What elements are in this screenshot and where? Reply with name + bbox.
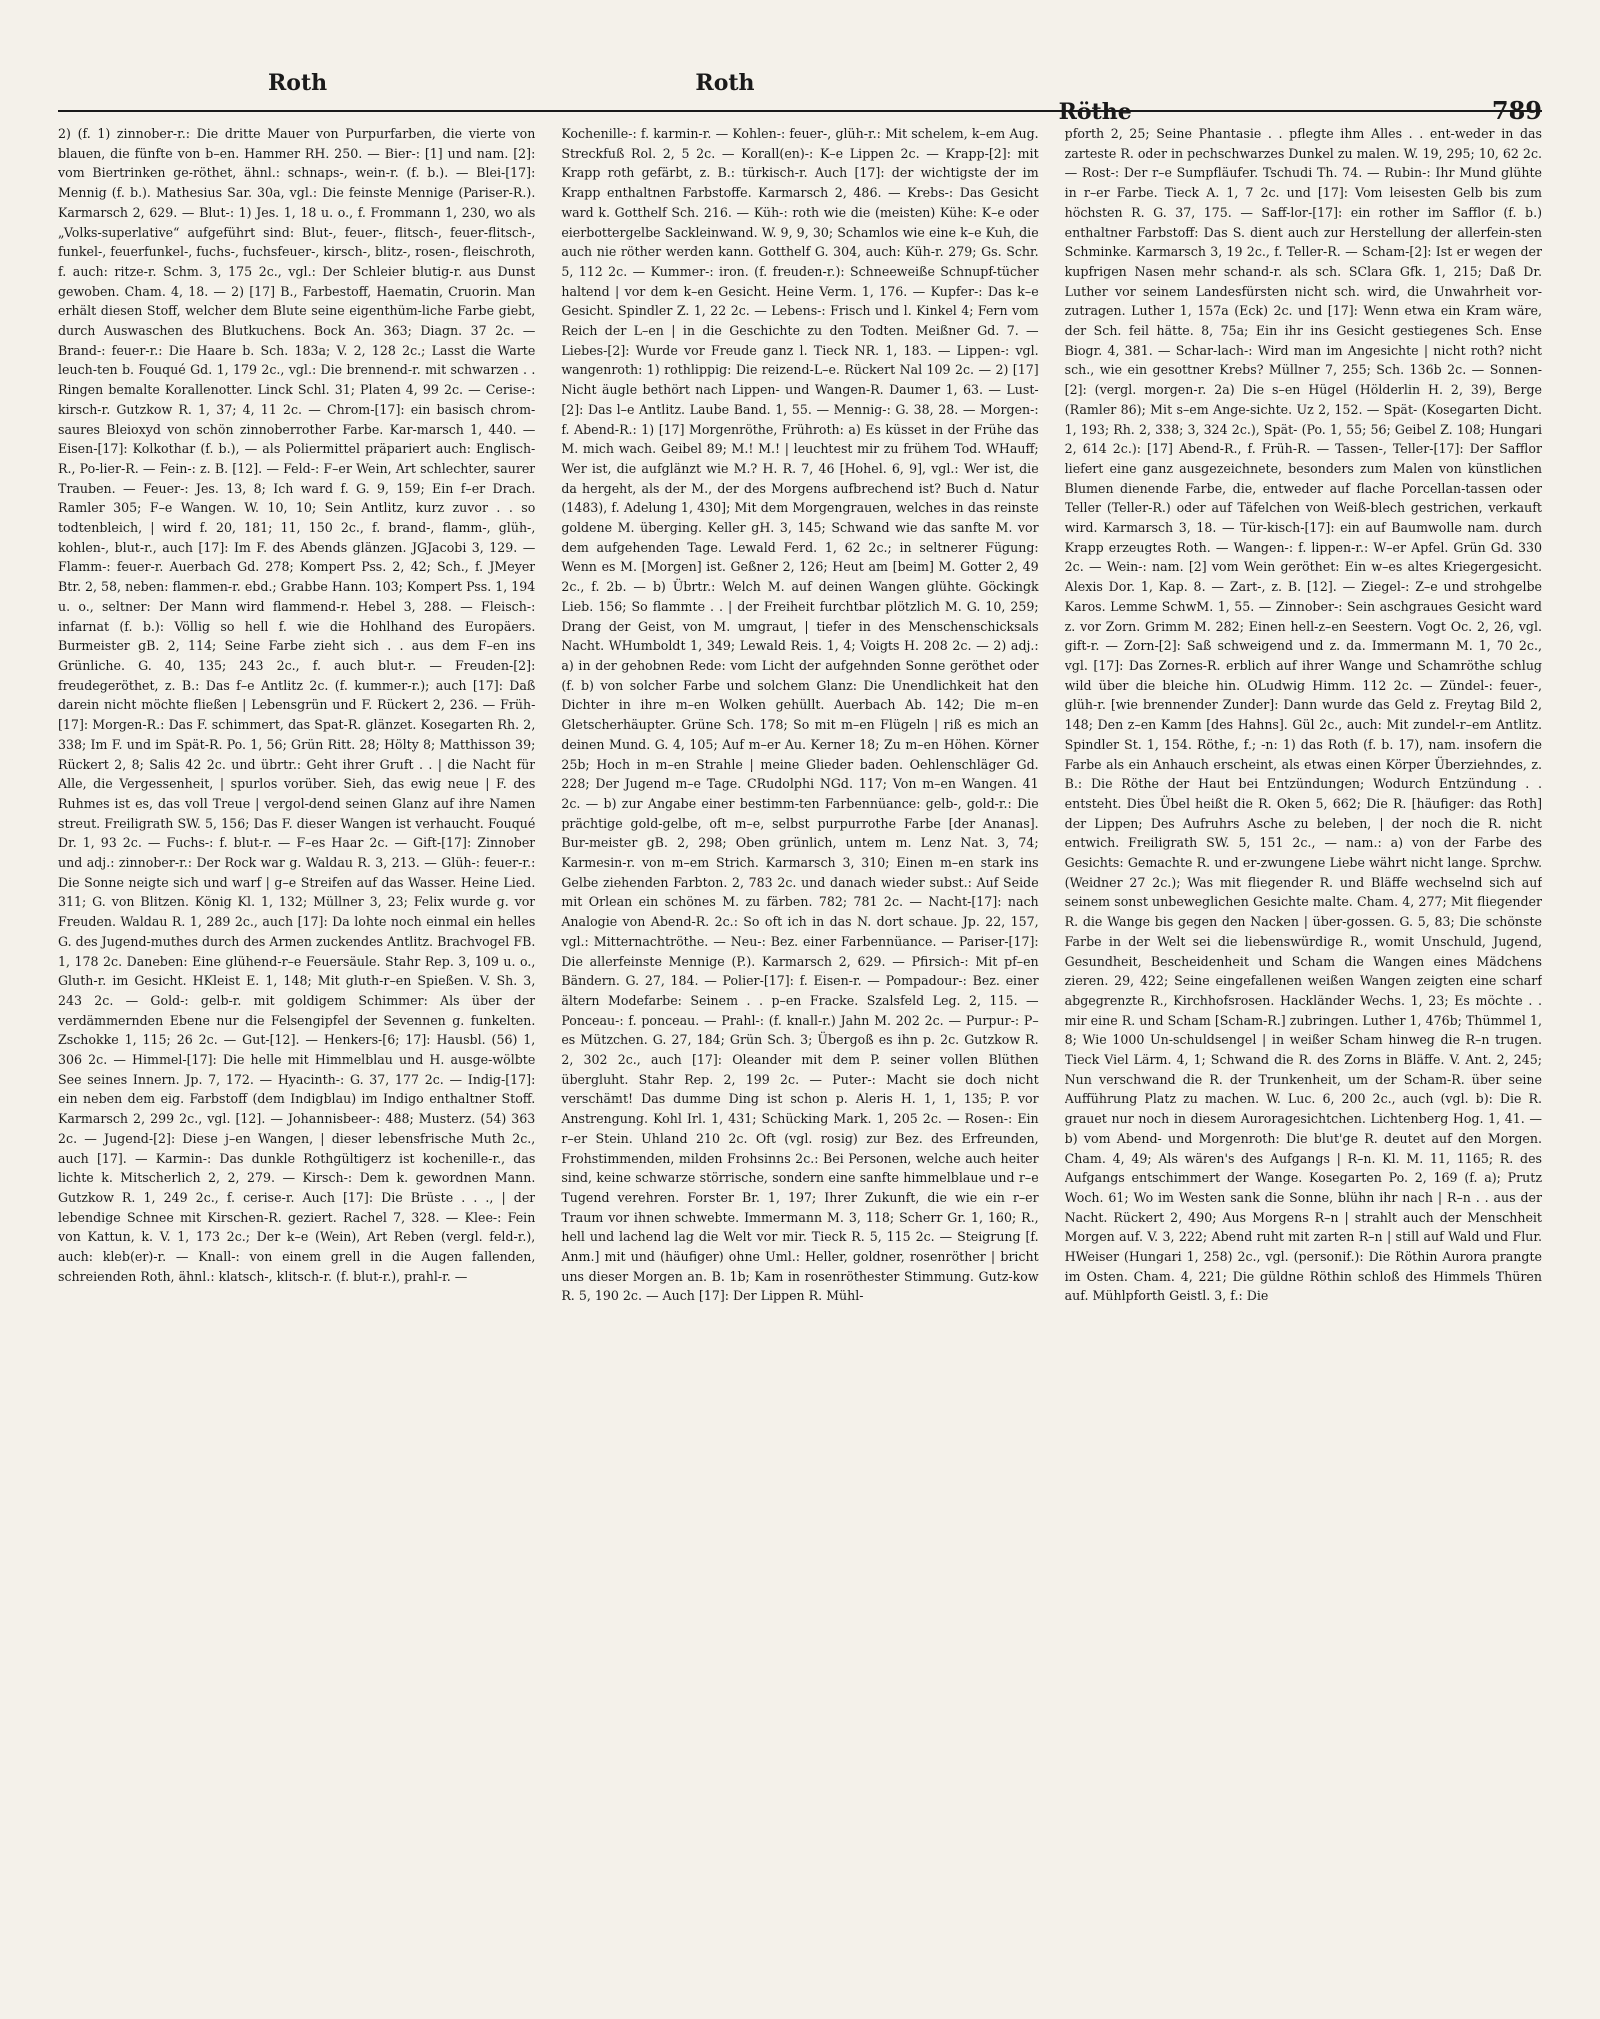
column-2-text: Kochenille-: f. karmin-r. — Kohlen-: feuer-, glüh-r.: Mit schelem, k–em Aug. Streckfuß Rol. 2, 5 2c. — Korall(en)-: K–e Lippen 2c. — Krapp-[2]: mit Krapp roth gefärbt, z. B.: türkisch-r. Auch [17]: der wichtigste der im Krapp enthaltnen Farbstoffe. Karmarsch 2, 486. — Krebs-: Das Gesicht ward k. Gotthelf Sch. 216. — Küh-: roth wie die (meisten) Kühe: K–e oder eierbottergelbe Sackleinwand. W. 9, 9, 30; Schamlos wie eine k–e Kuh, die auch nie röther werden kann. Gotthelf G. 304, auch: Küh-r. 279; Gs. Schr. 5, 112 2c. — Kummer-: iron. (f. freuden-r.): Schneeweiße Schnupf-tücher haltend | vor dem k–en Gesicht. Heine Verm. 1, 176. — Kupfer-: Das k–e Gesicht. Spindler Z. 1, 22 2c. — Lebens-: Frisch und l. Kinkel 4; Fern vom Reich der L–en | in die Geschichte zu den Todten. Meißner Gd. 7. — Liebes-[2]: Wurde vor Freude ganz l. Tieck NR. 1, 183. — Lippen-: vgl. wangenroth: 1) rothlippig: Die reizend-L–e. Rückert Nal 109 2c. — 2) [17] Nicht äugle bethört nach Lippen- und Wangen-R. Daumer 1, 63. — Lust-[2]: Das l–e Antlitz. Laube Band. 1, 55. — Mennig-: G. 38, 28. — Morgen-: f. Abend-R.: 1) [17] Morgenröthe, Frühroth: a) Es küsset in der Frühe das M. mich wach. Geibel 89; M.! M.! | leuchtest mir zu frühem Tod. WHauff; Wer ist, die aufglänzt wie M.? H. R. 7, 46 [Hohel. 6, 9], vgl.: Wer ist, die da hergeht, als der M., der des Morgens aufbrechend ist? Buch d. Natur (1483), f. Adelung 1, 430]; Mit dem Morgengrauen, welches in das reinste goldene M. überging. Keller gH. 3, 145; Schwand wie das sanfte M. vor dem aufgehenden Tage. Lewald Ferd. 1, 62 2c.; in seltnerer Fügung: Wenn es M. [Morgen] ist. Geßner 2, 126; Heut am [beim] M. Gotter 2, 49 2c., f. 2b. — b) Übrtr.: Welch M. auf deinen Wangen glühte. Göckingk Lieb. 156; So flammte . . | der Freiheit furchtbar plötzlich M. G. 10, 259; Drang der Geist, von M. umgraut, | tiefer in des Menschenschicksals Nacht. WHumboldt 1, 349; Lewald Reis. 1, 4; Voigts H. 208 2c. — 2) adj.: a) in der gehobnen Rede: vom Licht der aufgehnden Sonne geröthet oder (f. b) von solcher Farbe und solchem Glanz: Die Unendlichkeit hat den Dichter in ihre m–en Wolken gehüllt. Auerbach Ab. 142; Die m–en Gletscherhäupter. Grüne Sch. 178; So mit m–en Flügeln | riß es mich an deinen Mund. G. 4, 105; Auf m–er Au. Kerner 18; Zu m–en Höhen. Körner 25b; Hoch in m–en Strahle | meine Glieder baden. Oehlenschläger Gd. 228; Der Jugend m–e Tage. CRudolphi NGd. 117; Von m–en Wangen. 41 2c. — b) zur Angabe einer bestimm-ten Farbennüance: gelb-, gold-r.: Die prächtige gold-gelbe, oft m–e, selbst purpurrothe Farbe [der Ananas]. Bur-meister gB. 2, 298; Oben grünlich, untem m. Lenz Nat. 3, 74; Karmesin-r. von m–em Strich. Karmarsch 3, 310; Einen m–en stark ins Gelbe ziehenden Farbton. 2, 783 2c. und danach wieder subst.: Auf Seide mit Orlean ein schönes M. zu färben. 782; 781 2c. — Nacht-[17]: nach Analogie von Abend-R. 2c.: So oft ich in das N. dort schaue. Jp. 22, 157, vgl.: Mitternachtröthe. — Neu-: Bez. einer Farbennüance. — Pariser-[17]: Die allerfeinste Mennige (P.). Karmarsch 2, 629. — Pfirsich-: Mit pf–en Bändern. G. 27, 184. — Polier-[17]: f. Eisen-r. — Pompadour-: Bez. einer ältern Modefarbe: Seinem . . p–en Fracke. Szalsfeld Leg. 2, 115. — Ponceau-: f. ponceau. — Prahl-: (f. knall-r.) Jahn M. 202 2c. — Purpur-: P–es Mützchen. G. 27, 184; Grün Sch. 3; Übergoß es ihn p. 2c. Gutzkow R. 2, 302 2c., auch [17]: Oleander mit dem P. seiner vollen Blüthen übergluht. Stahr Rep. 2, 199 2c. — Puter-: Macht sie doch nicht verschämt! Das dumme Ding ist schon p. Aleris H. 1, 1, 135; P. vor Anstrengung. Kohl Irl. 1, 431; Schücking Mark. 1, 205 2c. — Rosen-: Ein r–er Stein. Uhland 210 2c. Oft (vgl. rosig) zur Bez. des Erfreunden, Frohstimmenden, milden Frohsinns 2c.: Bei Personen, welche auch heiter sind, keine schwarze störrische, sondern eine sanfte himmelblaue und r–e Tugend verehren. Forster Br. 1, 197; Ihrer Zukunft, die wie ein r–er Traum vor ihnen schwebte. Immermann M. 3, 118; Scherr Gr. 1, 160; R., hell und lachend lag die Welt vor mir. Tieck R. 5, 115 2c. — Steigrung [f. Anm.] mit und (häufiger) ohne Uml.: Heller, goldner, rosenröther | bricht uns dieser Morgen an. B. 1b; Kam in rosenröthester Stimmung. Gutz-kow R. 5, 190 2c. — Auch [17]: Der Lippen R. Mühl-: [561, 126, 1039, 1304]
column-1: [58, 124, 535, 2004]
running-head-center: Roth: [695, 70, 755, 96]
page-header: [58, 70, 1542, 125]
column-1-text: 2) (f. 1) zinnober-r.: Die dritte Mauer von Purpurfarben, die vierte von blauen, die fünfte von b–en. Hammer RH. 250. — Bier-: [1] und nam. [2]: vom Biertrinken ge-röthet, ähnl.: schnaps-, wein-r. (f. b.). — Blei-[17]: Mennig (f. b.). Mathesius Sar. 30a, vgl.: Die feinste Mennige (Pariser-R.). Karmarsch 2, 629. — Blut-: 1) Jes. 1, 18 u. o., f. Frommann 1, 230, wo als „Volks-superlative“ aufgeführt sind: Blut-, feuer-, flitsch-, feuer-flitsch-, funkel-, feuerfunkel-, fuchs-, fuchsfeuer-, kirsch-, blitz-, rosen-, fleischroth, f. auch: ritze-r. Schm. 3, 175 2c., vgl.: Der Schleier blutig-r. aus Dunst gewoben. Cham. 4, 18. — 2) [17] B., Farbestoff, Haematin, Cruorin. Man erhält diesen Stoff, welcher dem Blute seine eigenthüm-liche Farbe giebt, durch Auswaschen des Blutkuchens. Bock An. 363; Diagn. 37 2c. — Brand-: feuer-r.: Die Haare b. Sch. 183a; V. 2, 128 2c.; Lasst die Warte leuch-ten b. Fouqué Gd. 1, 179 2c., vgl.: Die brennend-r. mit schwarzen . . Ringen bemalte Korallenotter. Linck Schl. 31; Platen 4, 99 2c. — Cerise-: kirsch-r. Gutzkow R. 1, 37; 4, 11 2c. — Chrom-[17]: ein basisch chrom-saures Bleioxyd von schön zinnoberrother Farbe. Kar-marsch 1, 440. — Eisen-[17]: Kolkothar (f. b.), — als Poliermittel präpariert auch: Englisch-R., Po-lier-R. — Fein-: z. B. [12]. — Feld-: F–er Wein, Art schlechter, saurer Trauben. — Feuer-: Jes. 13, 8; Ich ward f. G. 9, 159; Ein f–er Drach. Ramler 305; F–e Wangen. W. 10, 10; Sein Antlitz, kurz zuvor . . so todtenbleich, | wird f. 20, 181; 11, 150 2c., f. brand-, flamm-, glüh-, kohlen-, blut-r., auch [17]: Im F. des Abends glänzen. JGJacobi 3, 129. — Flamm-: feuer-r. Auerbach Gd. 278; Kompert Pss. 2, 42; Sch., f. JMeyer Btr. 2, 58, neben: flammen-r. ebd.; Grabbe Hann. 103; Kompert Pss. 1, 194 u. o., seltner: Der Mann wird flammend-r. Hebel 3, 288. — Fleisch-: infarnat (f. b.): Völlig so hell f. wie die Hohlhand des Europäers. Burmeister gB. 2, 114; Seine Farbe zieht sich . . aus dem F–en ins Grünliche. G. 40, 135; 243 2c., f. auch blut-r. — Freuden-[2]: freudegeröthet, z. B.: Das f–e Antlitz 2c. (f. kummer-r.); auch [17]: Daß darein nicht möchte fließen | Lebensgrün und F. Rückert 2, 236. — Früh-[17]: Morgen-R.: Das F. schimmert, das Spat-R. glänzet. Kosegarten Rh. 2, 338; Im F. und im Spät-R. Po. 1, 56; Grün Ritt. 28; Hölty 8; Matthisson 39; Rückert 2, 8; Salis 42 2c. und übrtr.: Geht ihrer Gruft . . | die Nacht für Alle, die Vergessenheit, | spurlos vorüber. Sieh, das ewig neue | F. des Ruhmes ist es, das voll Treue | vergol-dend seinen Glanz auf ihre Namen streut. Freiligrath SW. 5, 156; Das F. dieser Wangen ist verhaucht. Fouqué Dr. 1, 93 2c. — Fuchs-: f. blut-r. — F–es Haar 2c. — Gift-[17]: Zinnober und adj.: zinnober-r.: Der Rock war g. Waldau R. 3, 213. — Glüh-: feuer-r.: Die Sonne neigte sich und warf | g–e Streifen auf das Wasser. Heine Lied. 311; G. von Blitzen. König Kl. 1, 132; Müllner 3, 23; Felix wurde g. vor Freuden. Waldau R. 1, 289 2c., auch [17]: Da lohte noch einmal ein helles G. des Jugend-muthes durch des Armen zuckendes Antlitz. Brachvogel FB. 1, 178 2c. Daneben: Eine glühend-r–e Feuersäule. Stahr Rep. 3, 109 u. o., Gluth-r. im Gesicht. HKleist E. 1, 148; Mit gluth-r–en Spießen. V. Sh. 3, 243 2c. — Gold-: gelb-r. mit goldigem Schimmer: Als über der verdämmernden Ebene nur die Felsengipfel der Sevennen g. funkelten. Zschokke 1, 115; 26 2c. — Gut-[12]. — Henkers-[6; 17]: Hausbl. (56) 1, 306 2c. — Himmel-[17]: Die helle mit Himmelblau und H. ausge-wölbte See seines Innern. Jp. 7, 172. — Hyacinth-: G. 37, 177 2c. — Indig-[17]: ein neben dem eig. Farbstoff (dem Indigblau) im Indigo enthaltner Stoff. Karmarsch 2, 299 2c., vgl. [12]. — Johannisbeer-: 488; Musterz. (54) 363 2c. — Jugend-[2]: Diese j–en Wangen, | dieser lebensfrische Muth 2c., auch [17]. — Karmin-: Das dunkle Rothgültigerz ist kochenille-r., das lichte k. Mitscherlich 2, 2, 279. — Kirsch-: Dem k. gewordnen Mann. Gutzkow R. 1, 249 2c., f. cerise-r. Auch [17]: Die Brüste . . ., | der lebendige Schnee mit Kirschen-R. geziert. Rachel 7, 328. — Klee-: Fein von Kattun, k. V. 1, 173 2c.; Der k–e (Wein), Art Reben (vergl. feld-r.), auch: kleb(er)-r. — Knall-: von einem grell in die Augen fallenden, schreienden Roth, ähnl.: klatsch-, klitsch-r. (f. blut-r.), prahl-r. —: [58, 126, 536, 1284]
page-number: 789: [1491, 96, 1542, 125]
running-head-right: Röthe: [1058, 99, 1132, 125]
column-3-text: pforth 2, 25; Seine Phantasie . . pflegte ihm Alles . . ent-weder in das zarteste R. oder in pechschwarzes Dunkel zu malen. W. 19, 295; 10, 62 2c. — Rost-: Der r–e Sumpfläufer. Tschudi Th. 74. — Rubin-: Ihr Mund glühte in r–er Farbe. Tieck A. 1, 7 2c. und [17]: Vom leisesten Gelb bis zum höchsten R. G. 37, 175. — Saff-lor-[17]: ein rother im Safflor (f. b.) enthaltner Farbstoff: Das S. dient auch zur Herstellung der allerfein-sten Schminke. Karmarsch 3, 19 2c., f. Teller-R. — Scham-[2]: Ist er wegen der kupfrigen Nasen mehr schand-r. als sch. SClara Gfk. 1, 215; Daß Dr. Luther vor seinem Landesfürsten nicht sch. wird, die Unwahrheit vor-zutragen. Luther 1, 157a (Eck) 2c. und [17]: Wenn etwa ein Kram wäre, der Sch. feil hätte. 8, 75a; Ein ihr ins Gesicht gestiegenes Sch. Ense Biogr. 4, 381. — Schar-lach-: Wird man im Angesichte | nicht roth? nicht sch., wie ein gesottner Krebs? Müllner 7, 255; Sch. 136b 2c. — Sonnen-[2]: (vergl. morgen-r. 2a) Die s–en Hügel (Hölderlin H. 2, 39), Berge (Ramler 86); Mit s–em Ange-sichte. Uz 2, 152. — Spät- (Kosegarten Dicht. 1, 193; Rh. 2, 338; 3, 324 2c.), Spät- (Po. 1, 55; 56; Geibel Z. 108; Hungari 2, 614 2c.): [17] Abend-R., f. Früh-R. — Tassen-, Teller-[17]: Der Safflor liefert eine ganz ausgezeichnete, besonders zum Malen von künstlichen Blumen dienende Farbe, die, entweder auf flache Porcellan-tassen oder Teller (Teller-R.) oder auf Täfelchen von Weiß-blech gestrichen, verkauft wird. Karmarsch 3, 18. — Tür-kisch-[17]: ein auf Baumwolle nam. durch Krapp erzeugtes Roth. — Wangen-: f. lippen-r.: W–er Apfel. Grün Gd. 330 2c. — Wein-: nam. [2] vom Wein geröthet: Ein w–es altes Kriegergesicht. Alexis Dor. 1, Kap. 8. — Zart-, z. B. [12]. — Ziegel-: Z–e und strohgelbe Karos. Lemme SchwM. 1, 55. — Zinnober-: Sein aschgraues Gesicht ward z. vor Zorn. Grimm M. 282; Einen hell-z–en Seestern. Vogt Oc. 2, 26, vgl. gift-r. — Zorn-[2]: Saß schweigend und z. da. Immermann M. 1, 70 2c., vgl. [17]: Das Zornes-R. erblich auf ihrer Wange und Schamröthe schlug wild über die bleiche hin. OLudwig Himm. 112 2c. — Zündel-: feuer-, glüh-r. [wie brennender Zunder]: Dann wurde das Geld z. Freytag Bild 2, 148; Den z–en Kamm [des Hahns]. Gül 2c., auch: Mit zundel-r–em Antlitz. Spindler St. 1, 154. Röthe, f.; -n: 1) das Roth (f. b. 17), nam. insofern die Farbe als ein Anhauch erscheint, als etwas einen Körper Überziehndes, z. B.: Die Röthe der Haut bei Entzündungen; Wodurch Entzündung . . entsteht. Dies Übel heißt die R. Oken 5, 662; Die R. [häufiger: das Roth] der Lippen; Des Aufruhrs Asche zu beleben, | der noch die R. nicht entwich. Freiligrath SW. 5, 151 2c., — nam.: a) von der Farbe des Gesichts: Gemachte R. und er-zwungene Liebe währt nicht lange. Sprchw. (Weidner 27 2c.); Was mit fliegender R. und Bläffe wechselnd sich auf seinem sonst unbeweglichen Gesichte malte. Cham. 4, 277; Mit fliegender R. die Wange bis gegen den Nacken | über-gossen. G. 5, 83; Die schönste Farbe in der Welt sei die liebenswürdige R., womit Unschuld, Jugend, Gesundheit, Bescheidenheit und Scham die Wangen eines Mädchens zieren. 29, 422; Seine eingefallenen weißen Wangen zeigten eine scharf abgegrenzte R., Kirchhofsrosen. Hackländer Wechs. 1, 23; Es möchte . . mir eine R. und Scham [Scham-R.] zubringen. Luther 1, 476b; Thümmel 1, 8; Wie 1000 Un-schuldsengel | in weißer Scham hinweg die R–n trugen. Tieck Viel Lärm. 4, 1; Schwand die R. des Zorns in Bläffe. V. Ant. 2, 245; Nun verschwand die R. der Trunkenheit, um der Scham-R. über seine Aufführung Platz zu machen. W. Luc. 6, 200 2c., auch (vgl. b): Die R. grauet nur noch in diesem Auroragesichtchen. Lichtenberg Hog. 1, 41. — b) vom Abend- und Morgenroth: Die blut'ge R. deutet auf den Morgen. Cham. 4, 49; Als wären's des Aufgangs | R–n. Kl. M. 11, 1165; R. des Aufgangs entschimmert der Wange. Kosegarten Po. 2, 169 (f. a); Prutz Woch. 61; Wo im Westen sank die Sonne, blühn ihr nach | R–n . . aus der Nacht. Rückert 2, 490; Aus Morgens R–n | strahlt auch der Menschheit Morgen auf. V. 3, 222; Abend ruht mit zarten R–n | still auf Wald und Flur. HWeiser (Hungari 1, 258) 2c., vgl. (personif.): Die Röthin Aurora prangte im Osten. Cham. 4, 221; Die güldne Röthin schloß des Himmels Thüren auf. Mühlpforth Geistl. 3, f.: Die: [1064, 126, 1542, 1304]
column-2: [561, 124, 1038, 2004]
column-3: [1065, 124, 1542, 2004]
text-columns: [58, 124, 1542, 2004]
running-head-left: Roth: [268, 70, 328, 96]
